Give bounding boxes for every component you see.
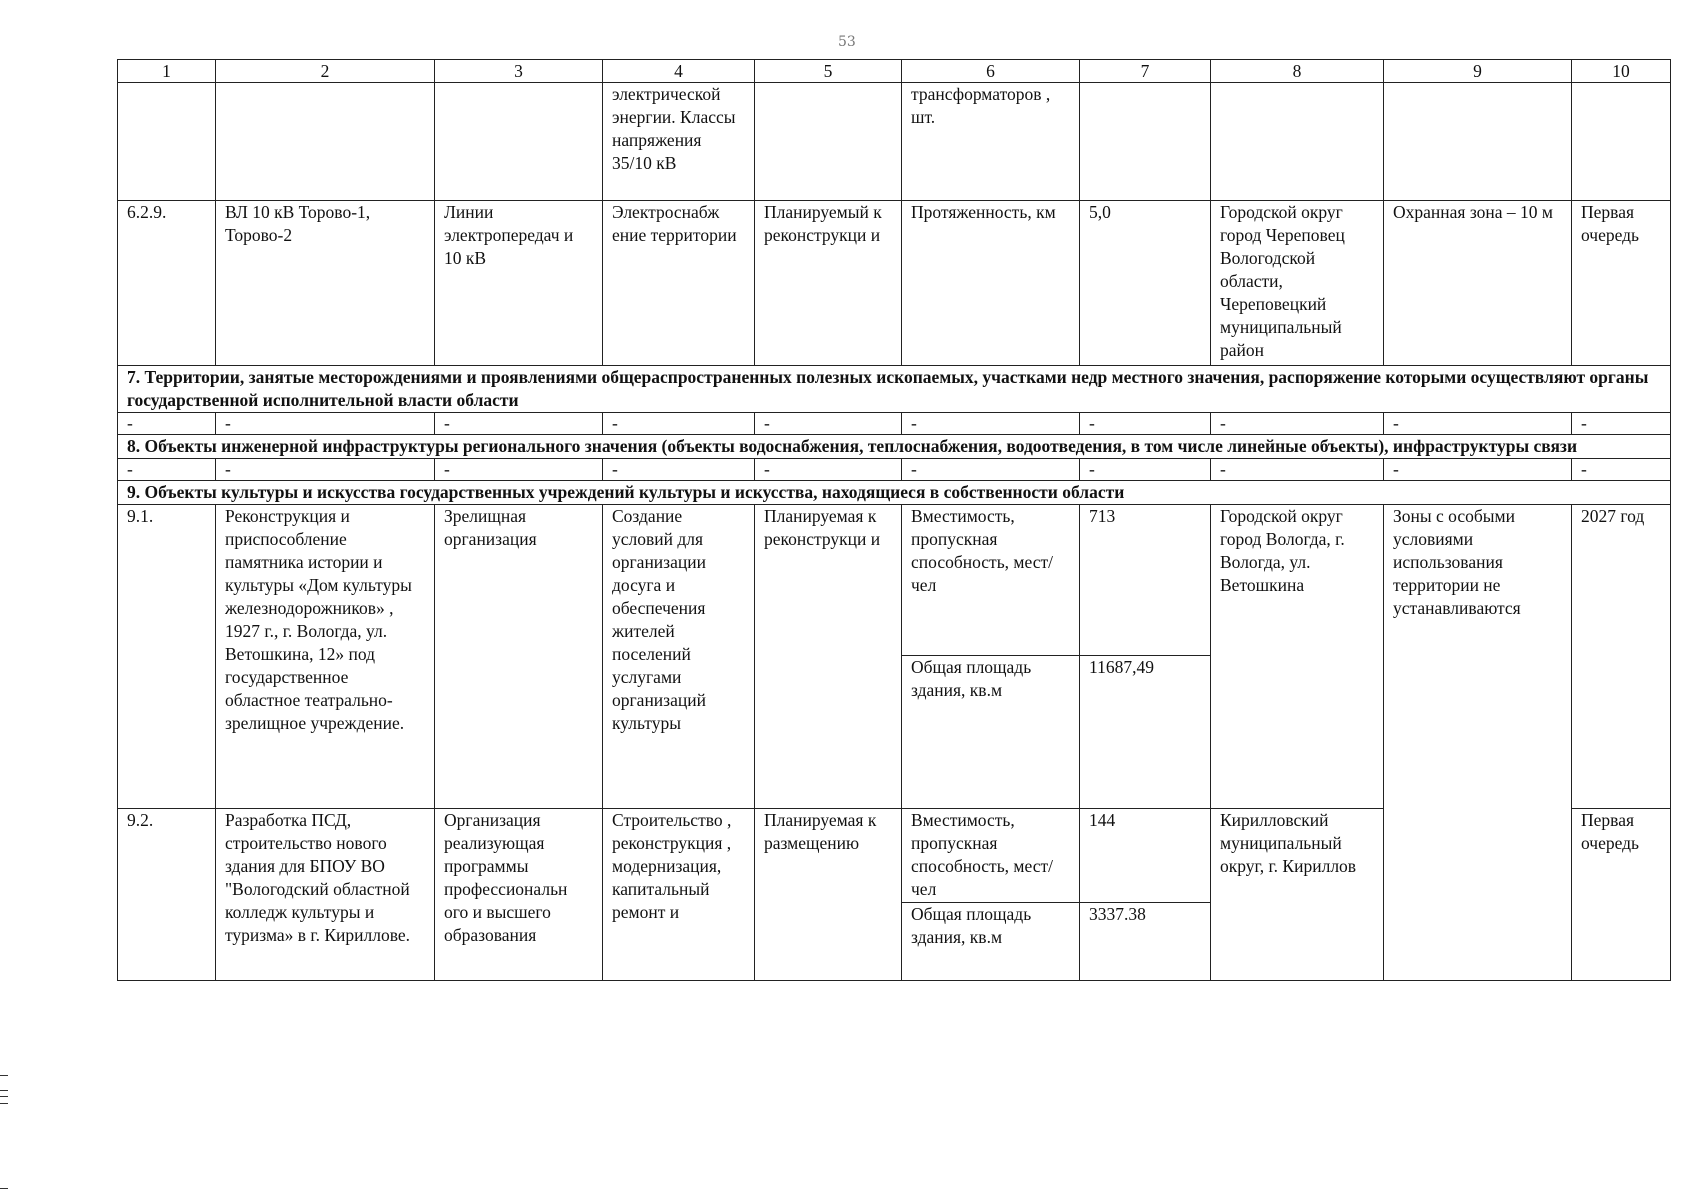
column-number: 3 (435, 60, 603, 83)
table-cell (755, 83, 902, 201)
table-cell (1572, 83, 1671, 201)
row-number: 6.2.9. (118, 201, 216, 366)
row-number: 9.1. (118, 505, 216, 809)
table-cell (1080, 83, 1211, 201)
object-status: Планируемый к реконструкци и (755, 201, 902, 366)
section-heading: 8. Объекты инженерной инфраструктуры регионального значения (объекты водоснабжения, теплоснабжения, водоотведения, в том числе линейные объекты), инфраструктуры связи (118, 435, 1671, 459)
dash-cell: - (435, 413, 603, 435)
margin-tick-mark (0, 1090, 8, 1091)
dash-cell: - (118, 459, 216, 481)
margin-tick-mark (0, 1075, 8, 1076)
object-status: Планируемая к реконструкци и (755, 505, 902, 809)
dash-cell: - (1384, 413, 1572, 435)
table-cell (435, 83, 603, 201)
dash-cell: - (216, 459, 435, 481)
dash-cell: - (1211, 459, 1384, 481)
row-number: 9.2. (118, 809, 216, 981)
dash-cell: - (902, 459, 1080, 481)
floor-area-label: Общая площадь здания, кв.м (902, 655, 1079, 702)
object-zone: Зоны с особыми условиями использования территории не устанавливаются (1384, 505, 1572, 981)
object-purpose: Создание условий для организации досуга и обеспечения жителей поселений услугами организаций культуры (603, 505, 755, 809)
object-type: Зрелищная организация (435, 505, 603, 809)
column-number: 2 (216, 60, 435, 83)
object-type: Организация реализующая программы профессиональн ого и высшего образования (435, 809, 603, 981)
dash-cell: - (902, 413, 1080, 435)
dash-cell: - (755, 459, 902, 481)
dash-cell: - (603, 413, 755, 435)
object-location: Городской округ город Вологда, г. Вологда, ул. Ветошкина (1211, 505, 1384, 809)
capacity-label: Вместимость, пропускная способность, мест/чел (911, 506, 1053, 595)
table-row (118, 201, 1671, 366)
object-values (1080, 505, 1211, 809)
page-number: 53 (838, 34, 856, 50)
object-name: ВЛ 10 кВ Торово-1, Торово-2 (216, 201, 435, 366)
column-number: 10 (1572, 60, 1671, 83)
section-heading-row (118, 481, 1671, 505)
margin-tick-mark (0, 1103, 8, 1104)
object-term: Первая очередь (1572, 201, 1671, 366)
table-cell (118, 83, 216, 201)
column-number: 1 (118, 60, 216, 83)
object-term: Первая очередь (1572, 809, 1671, 981)
floor-area-value: 11687,49 (1080, 655, 1210, 679)
table-cell: электрической энергии. Классы напряжения 35/10 кВ (603, 83, 755, 201)
floor-area-label: Общая площадь здания, кв.м (902, 902, 1079, 949)
object-value: 5,0 (1080, 201, 1211, 366)
dash-cell: - (1080, 413, 1211, 435)
object-characteristics (902, 505, 1080, 809)
column-number: 8 (1211, 60, 1384, 83)
section-heading: 9. Объекты культуры и искусства государственных учреждений культуры и искусства, находящиеся в собственности области (118, 481, 1671, 505)
object-characteristic: Протяженность, км (902, 201, 1080, 366)
empty-row (118, 459, 1671, 481)
dash-cell: - (1211, 413, 1384, 435)
object-location: Кирилловский муниципальный округ, г. Кириллов (1211, 809, 1384, 981)
column-number: 4 (603, 60, 755, 83)
object-term: 2027 год (1572, 505, 1671, 809)
column-number-header-row (118, 60, 1671, 83)
object-zone: Охранная зона – 10 м (1384, 201, 1572, 366)
object-name: Разработка ПСД, строительство нового здания для БПОУ ВО "Вологодский областной колледж культуры и туризма» в г. Кириллове. (216, 809, 435, 981)
object-characteristics (902, 809, 1080, 981)
object-type: Линии электропередач и 10 кВ (435, 201, 603, 366)
table-row (118, 505, 1671, 809)
column-number: 6 (902, 60, 1080, 83)
section-heading-row (118, 366, 1671, 413)
margin-tick-mark (0, 1188, 8, 1189)
section-heading: 7. Территории, занятые месторождениями и проявлениями общераспространенных полезных ископаемых, участками недр местного значения, распоряжение которыми осуществляют органы государственной исполнительной власти области (118, 366, 1671, 413)
dash-cell: - (1572, 459, 1671, 481)
dash-cell: - (118, 413, 216, 435)
dash-cell: - (755, 413, 902, 435)
capacity-label: Вместимость, пропускная способность, мест/чел (911, 810, 1053, 899)
column-number: 9 (1384, 60, 1572, 83)
object-purpose: Строительство , реконструкция , модернизация, капитальный ремонт и (603, 809, 755, 981)
section-heading-row (118, 435, 1671, 459)
margin-tick-mark (0, 1096, 8, 1097)
table-cell (216, 83, 435, 201)
planning-objects-table (117, 59, 1671, 981)
dash-cell: - (1080, 459, 1211, 481)
dash-cell: - (1572, 413, 1671, 435)
column-number: 7 (1080, 60, 1211, 83)
object-status: Планируемая к размещению (755, 809, 902, 981)
capacity-value: 713 (1089, 506, 1116, 526)
floor-area-value: 3337.38 (1080, 902, 1210, 926)
column-number: 5 (755, 60, 902, 83)
object-name: Реконструкция и приспособление памятника истории и культуры «Дом культуры железнодорожников» , 1927 г., г. Вологда, ул. Ветошкина, 12» под государственное областное театрально-зрелищное учреждение. (216, 505, 435, 809)
dash-cell: - (216, 413, 435, 435)
object-purpose: Электроснабж ение территории (603, 201, 755, 366)
table-cell (1384, 83, 1572, 201)
dash-cell: - (1384, 459, 1572, 481)
continuation-row (118, 83, 1671, 201)
object-location: Городской округ город Череповец Вологодской области, Череповецкий муниципальный район (1211, 201, 1384, 366)
capacity-value: 144 (1089, 810, 1116, 830)
table-cell: трансформаторов , шт. (902, 83, 1080, 201)
table-cell (1211, 83, 1384, 201)
object-values (1080, 809, 1211, 981)
dash-cell: - (435, 459, 603, 481)
dash-cell: - (603, 459, 755, 481)
empty-row (118, 413, 1671, 435)
